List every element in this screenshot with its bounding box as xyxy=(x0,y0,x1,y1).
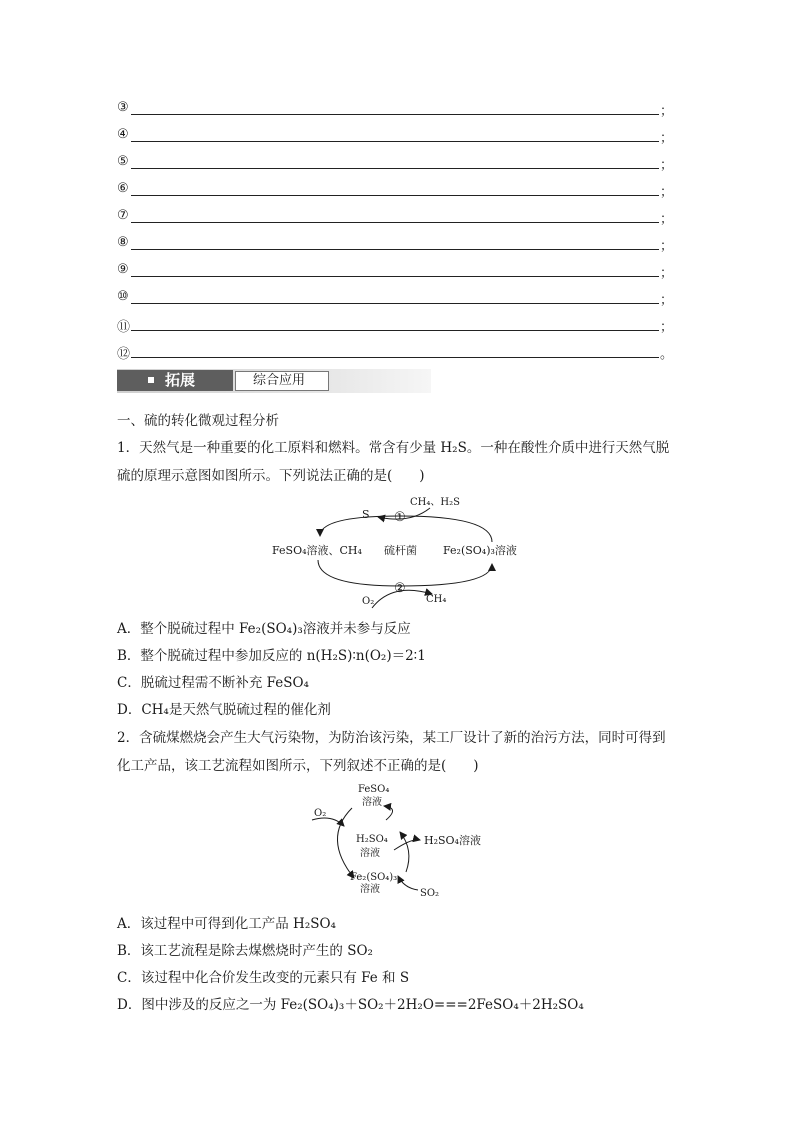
q2-option-a[interactable]: A．该过程中可得到化工产品 H₂SO₄ xyxy=(117,916,336,932)
blank-number: ⑫ xyxy=(117,347,131,362)
q2-stem-line2: 化工产品，该工艺流程如图所示，下列叙述不正确的是( ) xyxy=(117,758,479,774)
fill-blank-10[interactable] xyxy=(117,287,677,311)
right-cycle-arrow xyxy=(400,832,409,872)
q1-option-c[interactable]: C．脱硫过程需不断补充 FeSO₄ xyxy=(117,675,309,691)
upper-cycle-arrow xyxy=(320,516,492,542)
blank-punctuation: ； xyxy=(659,158,673,173)
top-right-cycle-arrow xyxy=(384,806,393,820)
o2-label: O₂ xyxy=(362,596,375,607)
blank-rule xyxy=(131,168,659,169)
section-banner xyxy=(117,369,431,393)
fill-blank-5[interactable] xyxy=(117,152,677,176)
fill-blank-11[interactable] xyxy=(117,314,677,338)
blank-punctuation: ； xyxy=(659,185,673,200)
feso4-solution-label: 溶液 xyxy=(362,797,382,808)
q1-option-d[interactable]: D．CH₄是天然气脱硫过程的催化剂 xyxy=(117,702,331,718)
fill-blank-12[interactable] xyxy=(117,341,677,365)
fe2so43-solution-label: 溶液 xyxy=(360,884,380,895)
blank-number: ⑥ xyxy=(117,181,129,196)
fe2so43-solution-label: Fe₂(SO₄)₃溶液 xyxy=(443,544,517,557)
h2so4-label: H₂SO₄ xyxy=(356,834,388,845)
blank-punctuation: ； xyxy=(659,320,673,335)
outer-cycle-arrow xyxy=(337,808,354,878)
blank-rule xyxy=(131,114,659,115)
blank-rule xyxy=(131,303,659,304)
so2-label: SO₂ xyxy=(420,888,440,899)
fill-blank-6[interactable] xyxy=(117,179,677,203)
fill-blank-3[interactable] xyxy=(117,98,677,122)
q2-stem-line1: 2．含硫煤燃烧会产生大气污染物，为防治该污染，某工厂设计了新的治污方法，同时可得到 xyxy=(117,730,666,746)
blank-punctuation: ； xyxy=(659,293,673,308)
blank-rule xyxy=(131,141,659,142)
blank-number: ⑤ xyxy=(117,154,129,169)
blank-rule xyxy=(131,222,659,223)
banner-subtitle: 综合应用 xyxy=(253,373,306,388)
blank-rule xyxy=(131,357,659,358)
q2-option-d[interactable]: D．图中涉及的反应之一为 Fe₂(SO₄)₃＋SO₂＋2H₂O===2FeSO₄＋2H₂SO₄ xyxy=(117,997,584,1013)
thiobacillus-label: 硫杆菌 xyxy=(384,544,417,557)
q2-option-b[interactable]: B．该工艺流程是除去煤燃烧时产生的 SO₂ xyxy=(117,943,373,959)
q1-stem-line1: 1．天然气是一种重要的化工原料和燃料。常含有少量 H₂S。一种在酸性介质中进行天然气脱 xyxy=(117,440,670,456)
fill-blank-7[interactable] xyxy=(117,206,677,230)
q1-option-b[interactable]: B．整个脱硫过程中参加反应的 n(H₂S)∶n(O₂)＝2∶1 xyxy=(117,648,426,664)
fill-blank-8[interactable] xyxy=(117,233,677,257)
q1-desulfurization-diagram xyxy=(260,490,540,610)
blank-punctuation: ； xyxy=(659,239,673,254)
blank-punctuation: 。 xyxy=(659,347,673,362)
blank-number: ⑪ xyxy=(117,320,131,335)
blank-rule xyxy=(131,249,659,250)
fe2so43-label: Fe₂(SO₄)₃ xyxy=(350,872,398,883)
o2-input-arrow xyxy=(312,818,344,826)
q2-process-diagram xyxy=(300,780,500,904)
blank-number: ⑧ xyxy=(117,235,129,250)
step1-label: ① xyxy=(394,510,406,525)
o2-label: O₂ xyxy=(314,808,327,819)
blank-rule xyxy=(131,330,659,331)
ch4-h2s-label: CH₄、H₂S xyxy=(410,497,460,508)
feso4-label: FeSO₄ xyxy=(358,784,390,795)
feso4-ch4-label: FeSO₄溶液、CH₄ xyxy=(272,544,362,557)
blank-punctuation: ； xyxy=(659,212,673,227)
blank-number: ⑦ xyxy=(117,208,129,223)
fill-blank-9[interactable] xyxy=(117,260,677,284)
blank-number: ⑨ xyxy=(117,262,129,277)
blank-number: ③ xyxy=(117,100,129,115)
q2-option-c[interactable]: C．该过程中化合价发生改变的元素只有 Fe 和 S xyxy=(117,970,410,986)
blank-punctuation: ； xyxy=(659,131,673,146)
ch4-out-label: CH₄ xyxy=(426,594,447,605)
fill-blank-4[interactable] xyxy=(117,125,677,149)
so2-input-arrow xyxy=(398,876,418,890)
blank-punctuation: ； xyxy=(659,266,673,281)
blank-punctuation: ； xyxy=(659,104,673,119)
q1-option-a[interactable]: A．整个脱硫过程中 Fe₂(SO₄)₃溶液并未参与反应 xyxy=(117,621,411,637)
s-label: S xyxy=(362,508,370,521)
h2so4-output-label: H₂SO₄溶液 xyxy=(424,834,481,847)
h2so4-solution-label: 溶液 xyxy=(360,848,380,859)
blank-rule xyxy=(131,195,659,196)
square-bullet-icon xyxy=(148,377,154,383)
banner-title: 拓展 xyxy=(165,371,196,389)
section-heading: 一、硫的转化微观过程分析 xyxy=(117,413,279,429)
q1-stem-line2: 硫的原理示意图如图所示。下列说法正确的是( ) xyxy=(117,468,425,484)
blank-rule xyxy=(131,276,659,277)
blank-number: ④ xyxy=(117,127,129,142)
step2-label: ② xyxy=(394,581,406,596)
blank-number: ⑩ xyxy=(117,289,129,304)
